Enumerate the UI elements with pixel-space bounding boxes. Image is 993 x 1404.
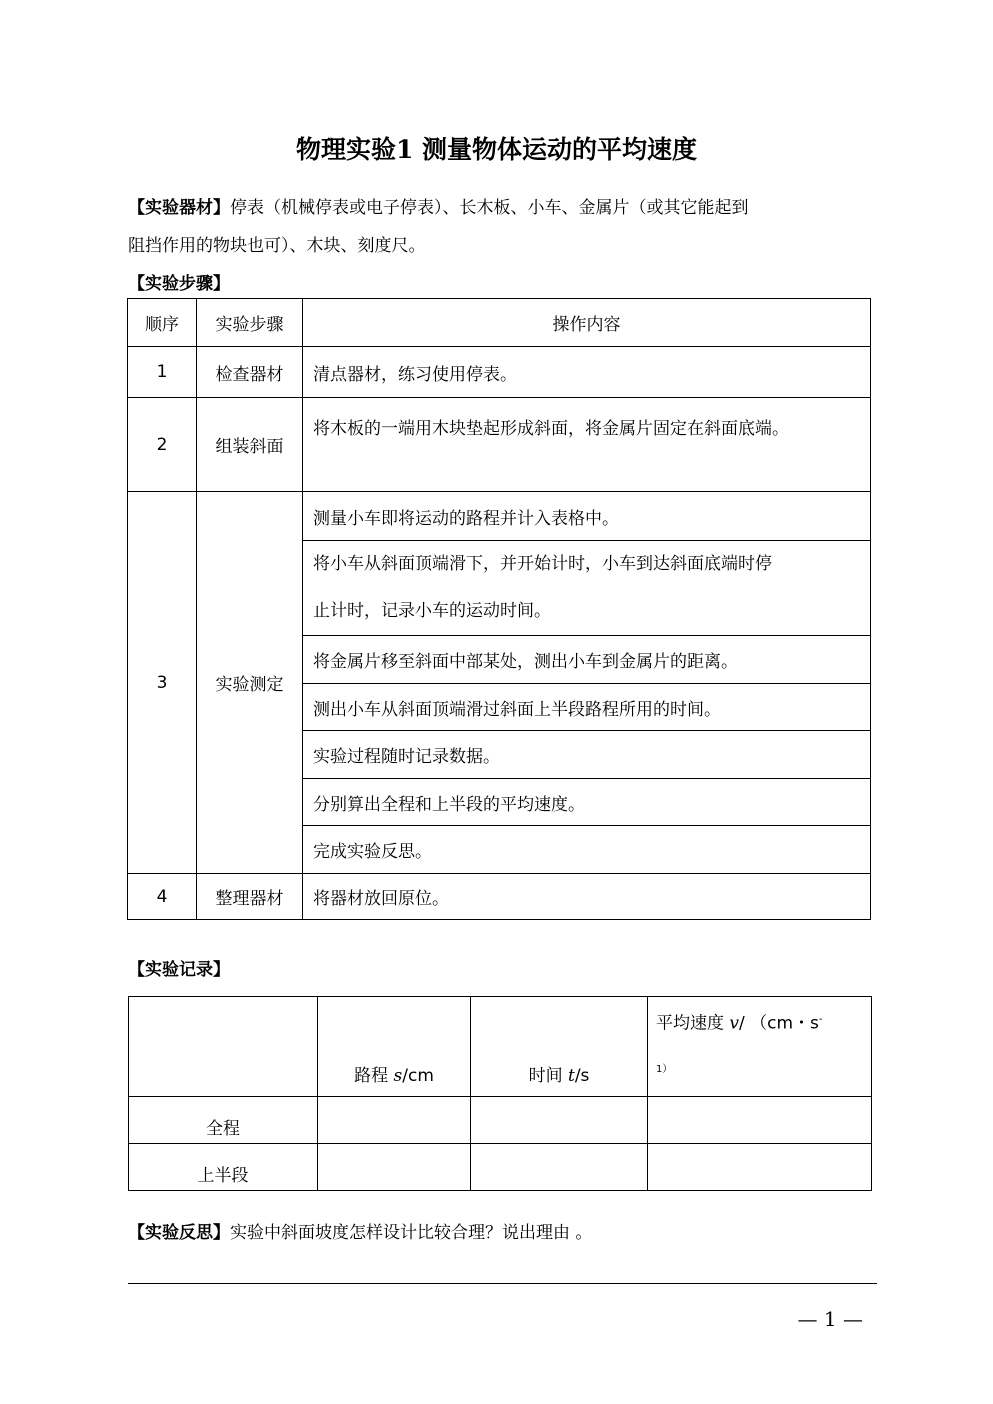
- record-header-path: 路程 s/cm: [318, 997, 471, 1097]
- row-3-op-5: 实验过程随时记录数据。: [303, 731, 871, 779]
- record-cell: [648, 1144, 872, 1191]
- steps-heading: 【实验步骤】: [128, 274, 230, 294]
- materials-heading: 【实验器材】: [128, 198, 230, 218]
- record-row-full: 全程: [129, 1097, 318, 1144]
- row-3-op-4: 测出小车从斜面顶端滑过斜面上半段路程所用的时间。: [303, 684, 871, 731]
- footer-divider: [128, 1283, 877, 1284]
- reflection-text: 实验中斜面坡度怎样设计比较合理？说出理由 。: [230, 1223, 593, 1243]
- row-3-num: 3: [128, 492, 197, 874]
- row-3-op-2: [303, 541, 871, 636]
- row-3-op-2-line-2: 止计时，记录小车的运动时间。: [313, 601, 551, 621]
- row-3-op-7: 完成实验反思。: [303, 826, 871, 874]
- row-1-op: 清点器材，练习使用停表。: [303, 347, 871, 398]
- record-header-blank: [129, 997, 318, 1097]
- record-header-speed: 平均速度 v/ （cm・s- $^{1)}$: [648, 997, 872, 1097]
- materials-line-1: [128, 196, 749, 220]
- row-2-op: 将木板的一端用木块垫起形成斜面，将金属片固定在斜面底端。: [303, 398, 871, 492]
- row-2-num: 2: [128, 398, 197, 492]
- header-step: 实验步骤: [197, 299, 303, 347]
- row-3-op-3: 将金属片移至斜面中部某处，测出小车到金属片的距离。: [303, 636, 871, 684]
- row-1-num: 1: [128, 347, 197, 398]
- record-header-time: 时间 t/s: [471, 997, 648, 1097]
- row-2-step: 组装斜面: [197, 398, 303, 492]
- row-3-step: 实验测定: [197, 492, 303, 874]
- record-cell: [318, 1097, 471, 1144]
- header-order: 顺序: [128, 299, 197, 347]
- materials-text-1: 停表（机械停表或电子停表）、长木板、小车、金属片（或其它能起到: [230, 198, 749, 218]
- record-row-half: 上半段: [129, 1144, 318, 1191]
- reflection-heading: 【实验反思】: [128, 1223, 230, 1243]
- steps-table: [127, 298, 871, 920]
- record-cell: [318, 1144, 471, 1191]
- reflection-line: [128, 1221, 592, 1245]
- record-cell: [648, 1097, 872, 1144]
- page-title: 物理实验1 测量物体运动的平均速度: [295, 135, 698, 164]
- row-3-op-1: 测量小车即将运动的路程并计入表格中。: [303, 492, 871, 541]
- record-cell: [471, 1097, 648, 1144]
- record-table: [128, 996, 872, 1191]
- header-operation: 操作内容: [303, 299, 871, 347]
- row-4-num: 4: [128, 874, 197, 920]
- page-number: — 1 —: [797, 1307, 863, 1331]
- row-3-op-6: 分别算出全程和上半段的平均速度。: [303, 779, 871, 826]
- record-heading: 【实验记录】: [128, 960, 230, 980]
- row-4-op: 将器材放回原位。: [303, 874, 871, 920]
- row-3-op-2-line-1: 将小车从斜面顶端滑下，并开始计时，小车到达斜面底端时停: [313, 554, 772, 574]
- row-4-step: 整理器材: [197, 874, 303, 920]
- record-cell: [471, 1144, 648, 1191]
- row-1-step: 检查器材: [197, 347, 303, 398]
- materials-line-2: 阻挡作用的物块也可）、木块、刻度尺。: [128, 236, 426, 256]
